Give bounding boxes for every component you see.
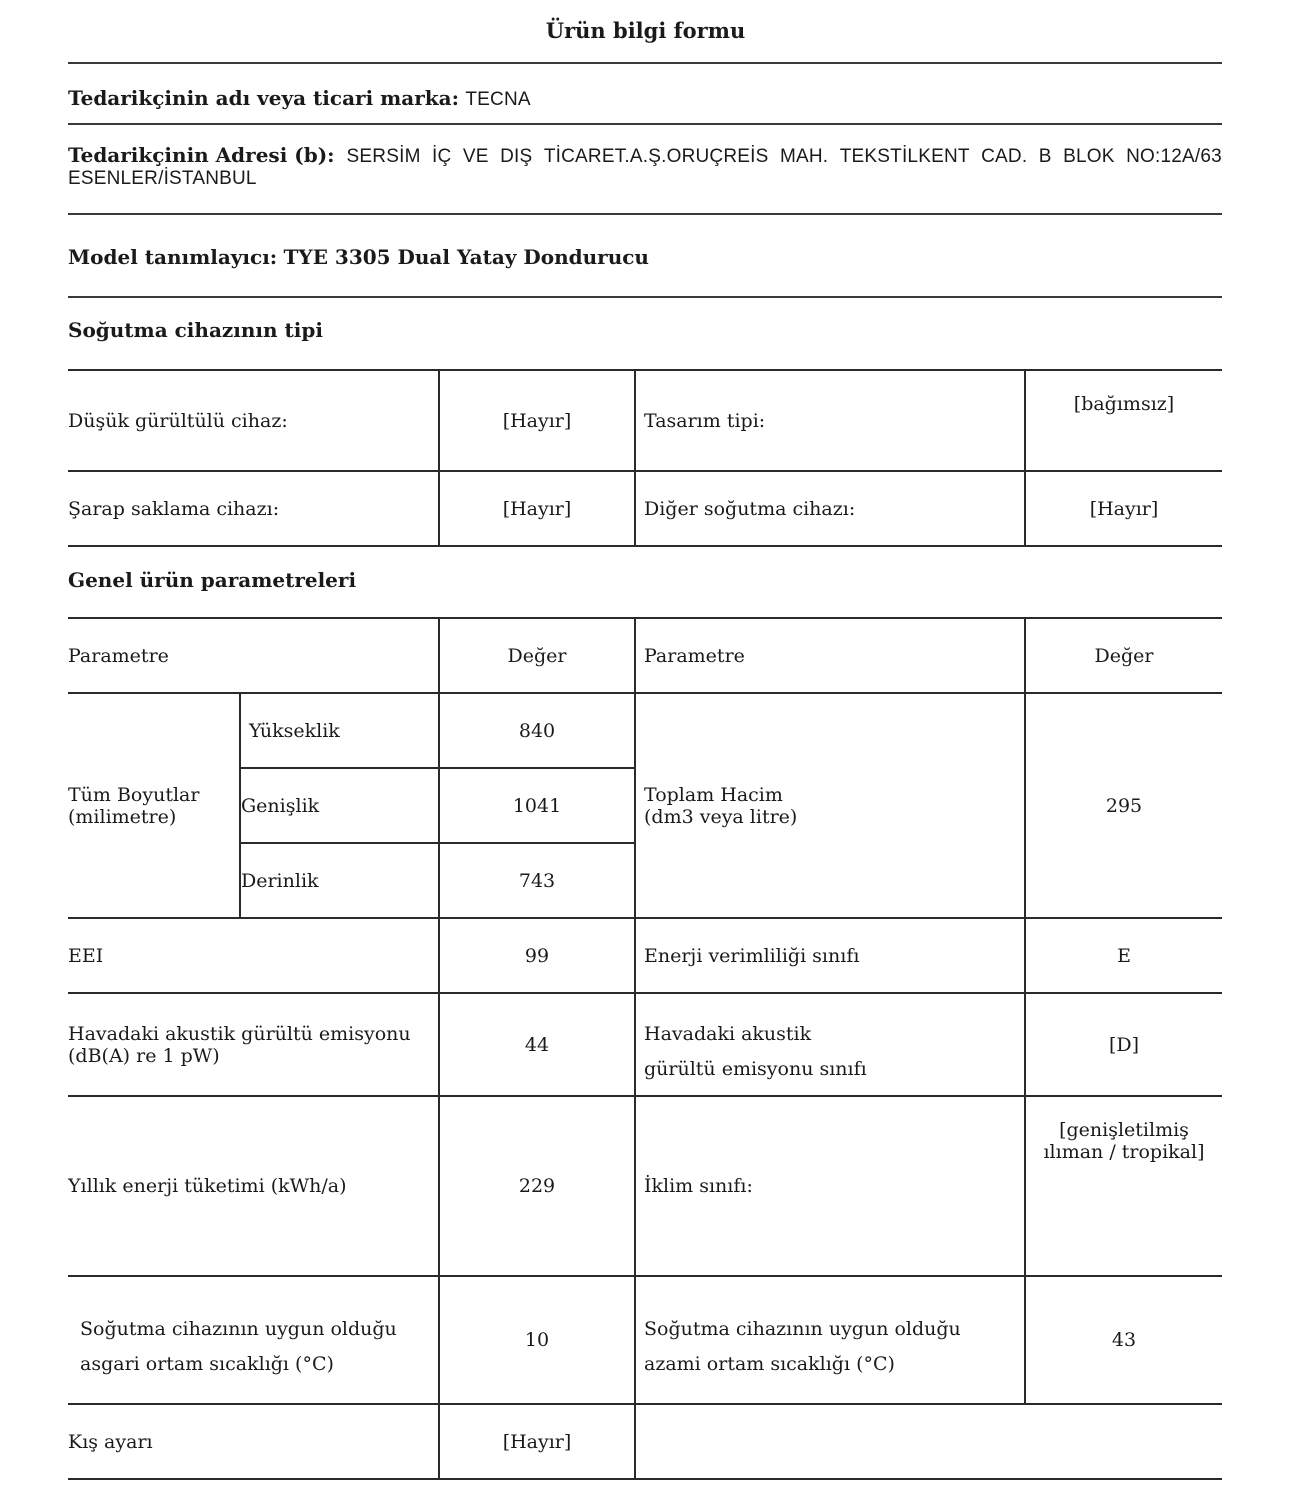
device-type-title: Soğutma cihazının tipi [68,318,323,342]
low-noise-value: [Hayır] [439,370,635,471]
divider [68,213,1222,215]
width-label: Genişlik [240,768,439,843]
depth-value: 743 [439,843,635,918]
energy-class-value: E [1025,918,1222,993]
value-header: Değer [439,618,635,693]
eei-value: 99 [439,918,635,993]
noise-class-value: [D] [1025,993,1222,1096]
table-row [68,1404,1222,1479]
climate-class-value: [genişletilmiş ılıman / tropikal] [1025,1096,1222,1276]
design-type-label: Tasarım tipi: [635,370,1025,471]
max-temp-label: Soğutma cihazının uygun olduğu azami ortam sıcaklığı (°C) [635,1276,1025,1404]
other-device-value: [Hayır] [1025,471,1222,546]
winter-setting-label: Kış ayarı [68,1404,439,1479]
table-row [68,918,1222,993]
supplier-name-row [68,86,1222,111]
param-header: Parametre [68,618,439,693]
device-type-table [68,369,1222,547]
annual-energy-label: Yıllık enerji tüketimi (kWh/a) [68,1096,439,1276]
eei-label: EEI [68,918,439,993]
min-temp-label: Soğutma cihazının uygun olduğu asgari ortam sıcaklığı (°C) [68,1276,439,1404]
max-temp-value: 43 [1025,1276,1222,1404]
wine-storage-label: Şarap saklama cihazı: [68,471,439,546]
table-row [68,471,1222,546]
table-header-row [68,618,1222,693]
table-row [68,1096,1222,1276]
general-params-title: Genel ürün parametreleri [68,568,357,592]
supplier-address-line1: SERSİM İÇ VE DIŞ TİCARET.A.Ş.ORUÇREİS MAH. TEKSTİLKENT CAD. B BLOK NO:12A/63 [346,146,1222,167]
model-row [68,245,1222,269]
general-params-table [68,617,1222,1480]
depth-label: Derinlik [240,843,439,918]
wine-storage-value: [Hayır] [439,471,635,546]
table-row [68,370,1222,471]
supplier-name-label: Tedarikçinin adı veya ticari marka: [68,86,459,110]
width-value: 1041 [439,768,635,843]
design-type-value: [bağımsız] [1025,370,1222,471]
table-row [68,693,1222,768]
empty-cell [635,1404,1222,1479]
model-value: TYE 3305 Dual Yatay Dondurucu [283,245,649,269]
noise-label: Havadaki akustik gürültü emisyonu (dB(A) re 1 pW) [68,993,439,1096]
table-row [68,1276,1222,1404]
noise-class-label: Havadaki akustik gürültü emisyonu sınıfı [635,993,1025,1096]
energy-class-label: Enerji verimliliği sınıfı [635,918,1025,993]
low-noise-label: Düşük gürültülü cihaz: [68,370,439,471]
param-header: Parametre [635,618,1025,693]
supplier-address-block [68,143,1222,190]
volume-label: Toplam Hacim (dm3 veya litre) [635,693,1025,918]
value-header: Değer [1025,618,1222,693]
volume-value: 295 [1025,693,1222,918]
model-label: Model tanımlayıcı: [68,245,278,269]
divider [68,62,1222,64]
height-label: Yükseklik [240,693,439,768]
height-value: 840 [439,693,635,768]
annual-energy-value: 229 [439,1096,635,1276]
climate-class-label: İklim sınıfı: [635,1096,1025,1276]
min-temp-value: 10 [439,1276,635,1404]
other-device-label: Diğer soğutma cihazı: [635,471,1025,546]
divider [68,123,1222,125]
dimensions-label: Tüm Boyutlar (milimetre) [68,693,240,918]
page-title: Ürün bilgi formu [545,18,746,43]
noise-value: 44 [439,993,635,1096]
winter-setting-value: [Hayır] [439,1404,635,1479]
supplier-address-label: Tedarikçinin Adresi (b): [68,143,335,167]
divider [68,296,1222,298]
supplier-address-line2: ESENLER/İSTANBUL [68,168,257,189]
table-row [68,993,1222,1096]
supplier-name-value: TECNA [465,89,531,110]
